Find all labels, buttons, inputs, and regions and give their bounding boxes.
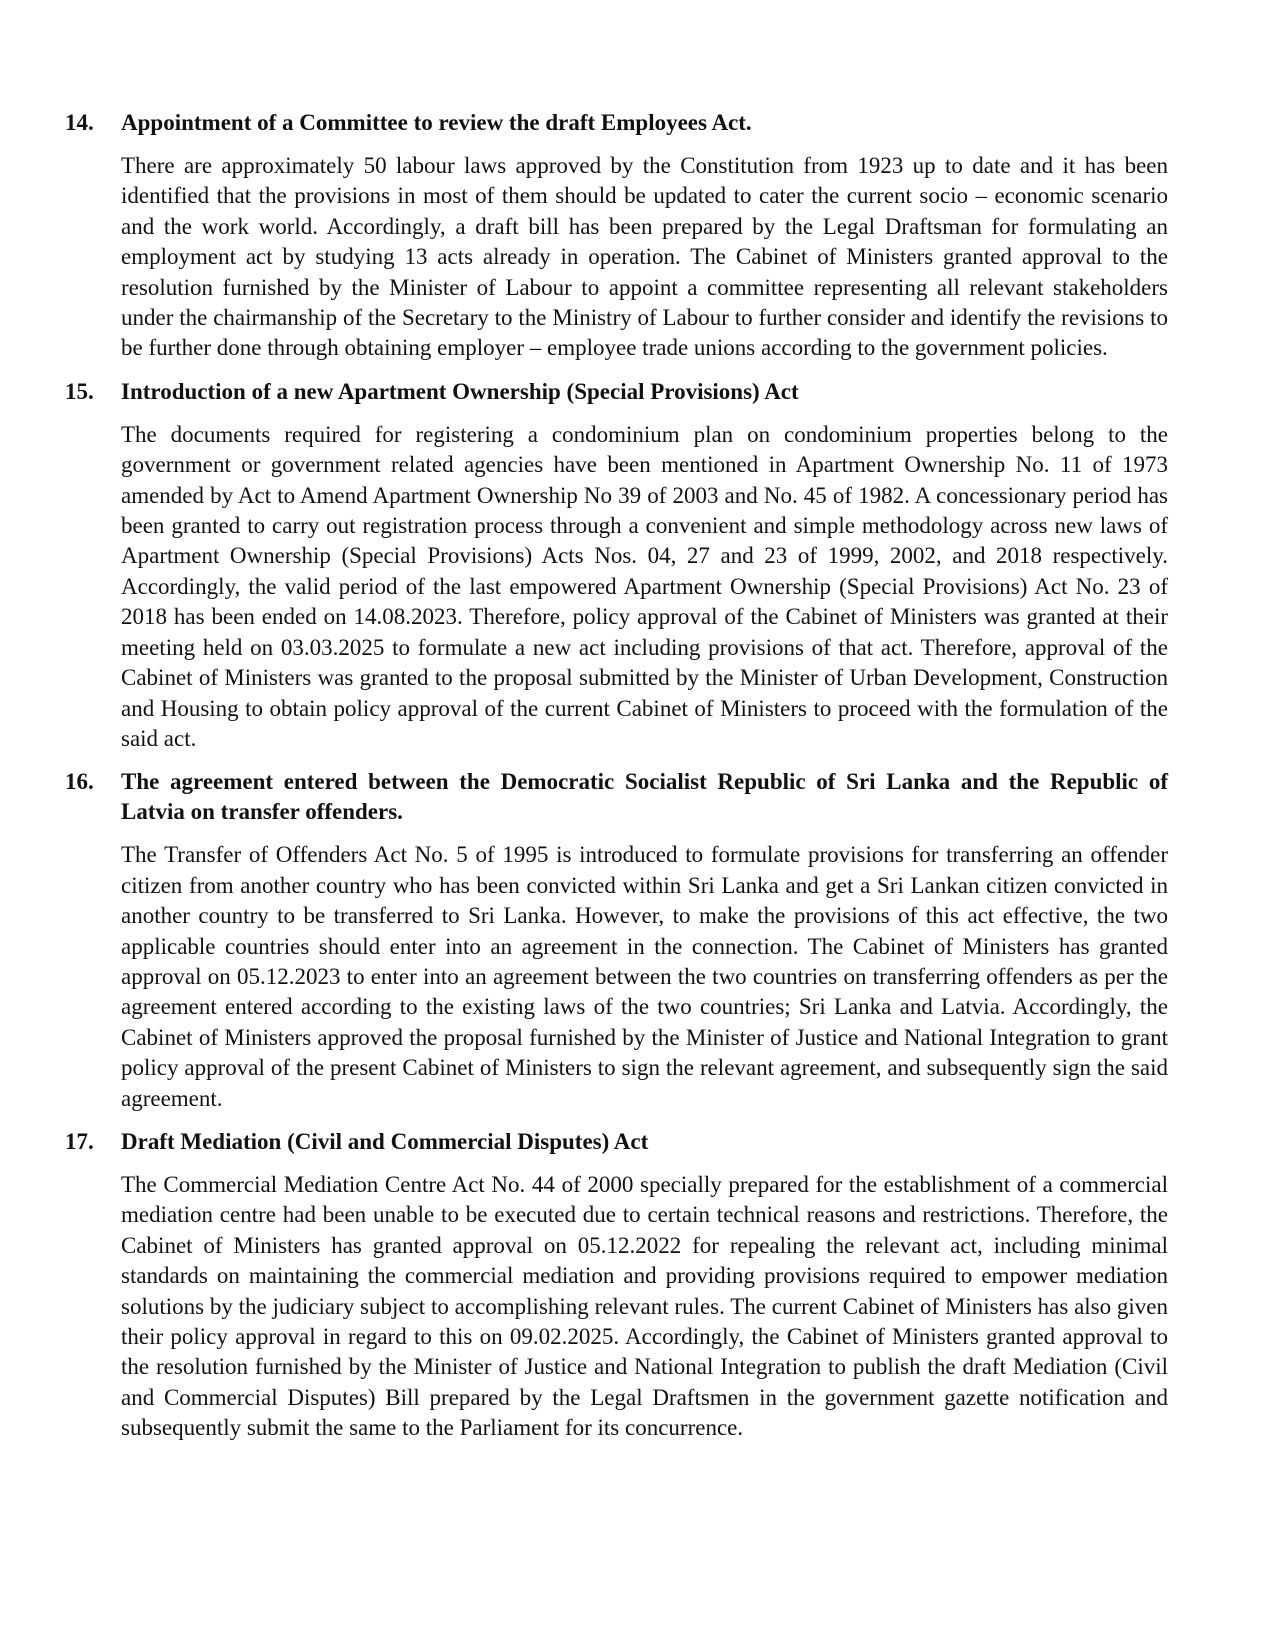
section-title: Appointment of a Committee to review the draft Employees Act. — [121, 110, 752, 135]
section-number: 15. — [65, 378, 94, 404]
section-heading — [65, 767, 1168, 827]
section-heading — [65, 1127, 1168, 1157]
section-title: Draft Mediation (Civil and Commercial Disputes) Act — [121, 1128, 649, 1154]
section-17 — [65, 1127, 1168, 1444]
section-body: The Commercial Mediation Centre Act No. 44 of 2000 specially prepared for the establishment of a commercial mediation centre had been unable to be executed due to certain technical reasons and restrictions. Therefore, the Cabinet of Ministers has granted approval on 05.12.2022 for repealing the relevant act, including minimal standards on maintaining the commercial mediation and providing provisions required to empower mediation solutions by the judiciary subject to accomplishing relevant rules. The current Cabinet of Ministers has also given their policy approval in regard to this on 09.02.2025. Accordingly, the Cabinet of Ministers granted approval to the resolution furnished by the Minister of Justice and National Integration to publish the draft Mediation (Civil and Commercial Disputes) Bill prepared by the Legal Draftsmen in the government gazette notification and subsequently submit the same to the Parliament for its concurrence. — [121, 1171, 1168, 1441]
section-body: The Transfer of Offenders Act No. 5 of 1995 is introduced to formulate provisions for transferring an offender citizen from another country who has been convicted within Sri Lanka and get a Sri Lankan citizen convicted in another country to be transferred to Sri Lanka. However, to make the provisions of this act effective, the two applicable countries should enter into an agreement in the connection. The Cabinet of Ministers has granted approval on 05.12.2023 to enter into an agreement between the two countries on transferring offenders as per the agreement entered according to the existing laws of the two countries; Sri Lanka and Latvia. Accordingly, the Cabinet of Ministers approved the proposal furnished by the Minister of Justice and National Integration to grant policy approval of the present Cabinet of Ministers to sign the relevant agreement, and subsequently sign the said agreement. — [121, 842, 1168, 1111]
section-heading — [65, 377, 1168, 407]
section-number: 17. — [65, 1128, 94, 1154]
section-number: 14. — [65, 110, 94, 135]
section-title: Introduction of a new Apartment Ownership (Special Provisions) Act — [121, 378, 799, 404]
section-15 — [65, 377, 1168, 754]
section-body: There are approximately 50 labour laws approved by the Constitution from 1923 up to date and it has been identified that the provisions in most of them should be updated to cater the current socio – economic scenario and the work world. Accordingly, a draft bill has been prepared by the Legal Draftsman for formulating an employment act by studying 13 acts already in operation. The Cabinet of Ministers granted approval to the resolution furnished by the Minister of Labour to appoint a committee representing all relevant stakeholders under the chairmanship of the Secretary to the Ministry of Labour to further consider and identify the revisions to be further done through obtaining employer – employee trade unions according to the government policies. — [121, 153, 1168, 361]
section-14 — [65, 108, 1168, 364]
section-body: The documents required for registering a condominium plan on condominium properties belong to the government or government related agencies have been mentioned in Apartment Ownership No. 11 of 1973 amended by Act to Amend Apartment Ownership No 39 of 2003 and No. 45 of 1982. A concessionary period has been granted to carry out registration process through a convenient and simple methodology across new laws of Apartment Ownership (Special Provisions) Acts Nos. 04, 27 and 23 of 1999, 2002, and 2018 respectively. Accordingly, the valid period of the last empowered Apartment Ownership (Special Provisions) Act No. 23 of 2018 has been ended on 14.08.2023. Therefore, policy approval of the Cabinet of Ministers was granted at their meeting held on 03.03.2025 to formulate a new act including provisions of that act. Therefore, approval of the Cabinet of Ministers was granted to the proposal submitted by the Minister of Urban Development, Construction and Housing to obtain policy approval of the current Cabinet of Ministers to proceed with the formulation of the said act. — [121, 421, 1168, 751]
section-heading — [65, 108, 1168, 138]
section-number: 16. — [65, 769, 94, 795]
section-title: The agreement entered between the Democratic Socialist Republic of Sri Lanka and the Republic of Latvia on transfer offenders. — [121, 769, 1168, 825]
section-16 — [65, 767, 1168, 1114]
